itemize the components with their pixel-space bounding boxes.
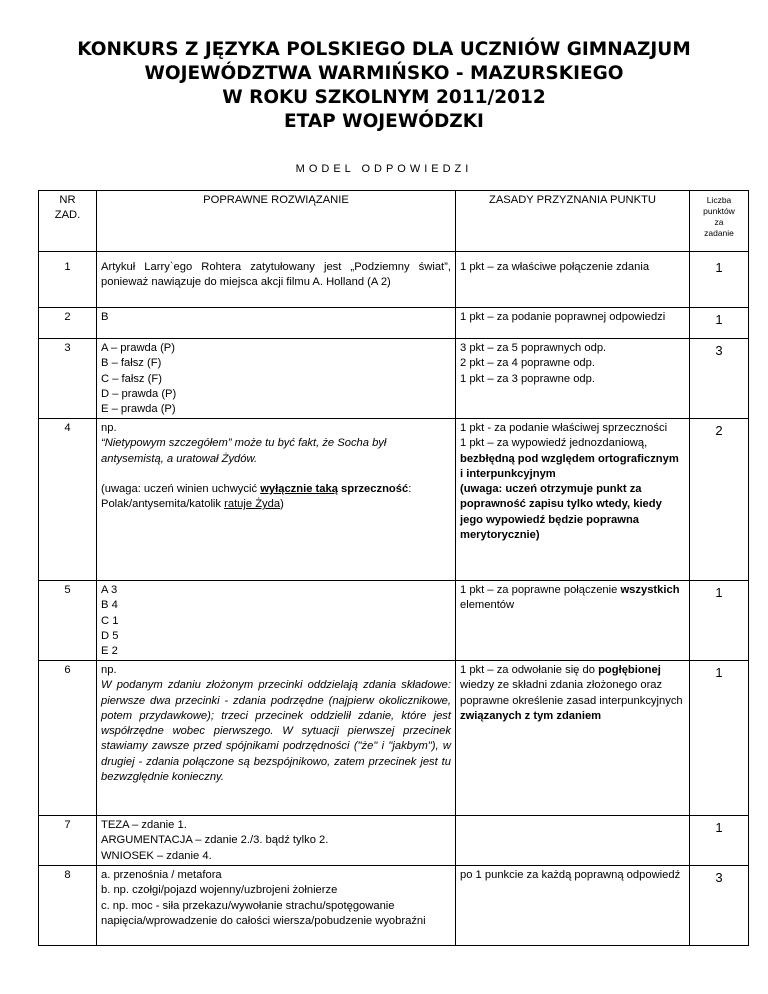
row-points: 3 — [690, 866, 749, 946]
header-solution: POPRAWNE ROZWIĄZANIE — [97, 191, 456, 252]
row-points: 1 — [690, 252, 749, 308]
row-note: (uwaga: uczeń winien uchwycić wyłącznie taką sprzeczność: Polak/antysemita/katolik ratuje Żyda) — [101, 482, 412, 511]
row-points: 3 — [690, 339, 749, 419]
answer-key-table — [38, 190, 749, 946]
row-number: 1 — [39, 252, 97, 308]
table-row — [39, 252, 749, 308]
table-row — [39, 581, 749, 661]
document-title — [0, 38, 768, 134]
row-number: 3 — [39, 339, 97, 419]
row-rules: 3 pkt – za 5 poprawnych odp. 2 pkt – za 4 poprawne odp. 1 pkt – za 3 poprawne odp. — [456, 339, 690, 419]
header-nr: NR ZAD. — [39, 191, 97, 252]
row-solution: A 3 B 4 C 1 D 5 E 2 — [97, 581, 456, 661]
title-line-2: WOJEWÓDZTWA WARMIŃSKO - MAZURSKIEGO — [144, 63, 624, 84]
row-rules: 1 pkt – za odwołanie się do pogłębionej wiedzy ze składni zdania złożonego oraz poprawne określenie zasad interpunkcyjnych związanych z tym zdaniem — [456, 661, 690, 816]
row-points: 1 — [690, 661, 749, 816]
table-row — [39, 308, 749, 339]
header-points: Liczba punktów za zadanie — [690, 191, 749, 252]
row-solution: Artykuł Larry`ego Rohtera zatytułowany jest „Podziemny świat”, ponieważ nawiązuje do miejsca akcji filmu A. Holland (A 2) — [97, 252, 456, 308]
title-line-1: KONKURS Z JĘZYKA POLSKIEGO DLA UCZNIÓW GIMNAZJUM — [77, 39, 691, 60]
row-points: 2 — [690, 419, 749, 581]
table-row — [39, 816, 749, 866]
row-number: 8 — [39, 866, 97, 946]
table-row — [39, 339, 749, 419]
row-solution: A – prawda (P) B – fałsz (F) C – fałsz (F) D – prawda (P) E – prawda (P) — [97, 339, 456, 419]
row-points: 1 — [690, 816, 749, 866]
document-subtitle: MODEL ODPOWIEDZI — [295, 163, 473, 175]
row-number: 2 — [39, 308, 97, 339]
title-line-4: ETAP WOJEWÓDZKI — [284, 111, 484, 132]
row-number: 4 — [39, 419, 97, 581]
table-row — [39, 661, 749, 816]
table-row — [39, 419, 749, 581]
row-number: 7 — [39, 816, 97, 866]
row-solution: np. “Nietypowym szczegółem” może tu być fakt, że Socha był antysemistą, a uratował Żydów. (uwaga: uczeń winien uchwycić wyłącznie taką sprzeczność: Polak/antysemita/katolik ratuje Żyda) — [97, 419, 456, 581]
row-number: 6 — [39, 661, 97, 816]
row-rules: 1 pkt – za poprawne połączenie wszystkich elementów — [456, 581, 690, 661]
row-number: 5 — [39, 581, 97, 661]
row-points: 1 — [690, 308, 749, 339]
row-rules: 1 pkt - za podanie właściwej sprzeczności 1 pkt – za wypowiedź jednozdaniową, bezbłędną pod względem ortograficznym i interpunkcyjnym (uwaga: uczeń otrzymuje punkt za poprawność zapisu tylko wtedy, kiedy jego wypowiedź będzie poprawna merytorycznie) — [456, 419, 690, 581]
row-rules: po 1 punkcie za każdą poprawną odpowiedź — [456, 866, 690, 946]
header-rules: ZASADY PRZYZNANIA PUNKTU — [456, 191, 690, 252]
row-rules: 1 pkt – za właściwe połączenie zdania — [456, 252, 690, 308]
row-points: 1 — [690, 581, 749, 661]
row-solution: np. W podanym zdaniu złożonym przecinki oddzielają zdania składowe: pierwsze dwa przecinki - zdania podrzędne (najpierw okolicznikowe, potem przydawkowe); trzeci przecinek oddzielił zdanie, które jest współrzędne wobec pierwszego. W sytuacji pierwszej przecinek stawiamy zawsze przed spójnikami podrzędności ("że" i "jakbym"), w drugiej - zdania połączone są bezspójnikowo, zatem przecinek jest tu bezwzględnie konieczny. — [97, 661, 456, 816]
table-row — [39, 866, 749, 946]
row-rules — [456, 816, 690, 866]
row-solution: TEZA – zdanie 1. ARGUMENTACJA – zdanie 2./3. bądź tylko 2. WNIOSEK – zdanie 4. — [97, 816, 456, 866]
row-rules: 1 pkt – za podanie poprawnej odpowiedzi — [456, 308, 690, 339]
table-header-row — [39, 191, 749, 252]
title-line-3: W ROKU SZKOLNYM 2011/2012 — [222, 87, 546, 108]
row-solution: B — [97, 308, 456, 339]
row-solution: a. przenośnia / metafora b. np. czołgi/pojazd wojenny/uzbrojeni żołnierze c. np. moc - siła przekazu/wywołanie strachu/spotęgowanie napięcia/wprowadzenie do całości wiersza/pobudzenie wyobraźni — [97, 866, 456, 946]
